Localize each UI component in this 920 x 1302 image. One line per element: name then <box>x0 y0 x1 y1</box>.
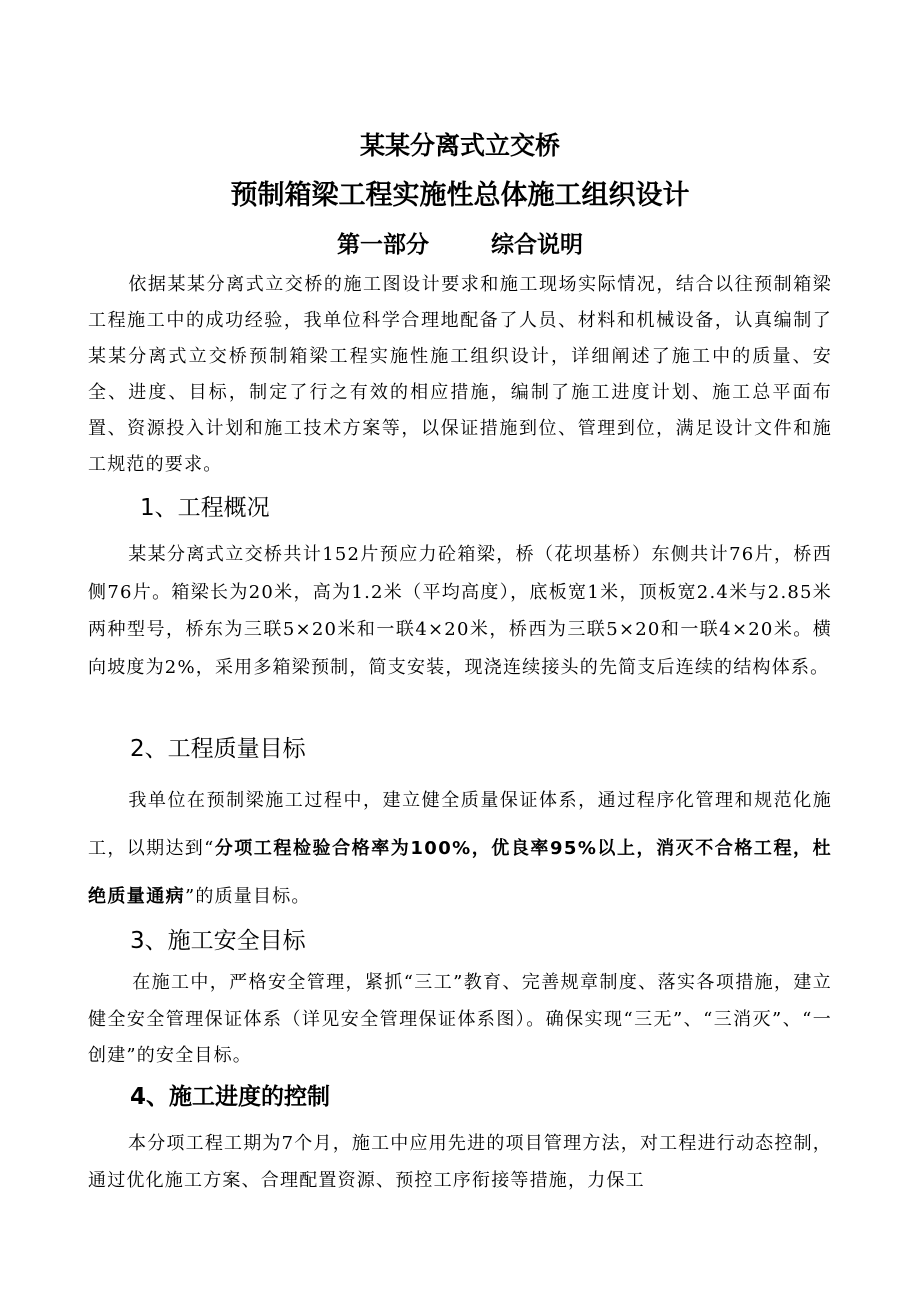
safety-text: 在施工中，严格安全管理，紧抓“三工”教育、完善规章制度、落实各项措施，建立健全安全管理保证体系（详见安全管理保证体系图）。确保实现“三无”、“三消灭”、“一创建”的安全目标。 <box>88 972 832 1066</box>
doc-title-line2: 预制箱梁工程实施性总体施工组织设计 <box>230 180 690 211</box>
section-heading-overview: 1、工程概况 <box>140 495 270 521</box>
quality-paragraph <box>88 777 832 921</box>
safety-paragraph <box>88 965 832 1075</box>
overview-paragraph <box>88 536 832 686</box>
schedule-heading-text: 4、施工进度的控制 <box>130 1084 331 1110</box>
part-label: 第一部分 <box>337 232 429 258</box>
quality-target-bold: 分项工程检验合格率为100%，优良率95%以上，消灭不合格工程，杜绝质量通病 <box>88 838 832 907</box>
quality-text-post: ”的质量目标。 <box>185 886 311 907</box>
overview-text: 某某分离式立交桥共计152片预应力砼箱梁，桥（花坝基桥）东侧共计76片，桥西侧76片。箱梁长为20米，高为1.2米（平均高度），底板宽1米，顶板宽2.4米与2.85米两种型号，桥东为三联5×20米和一联4×20米，桥西为三联5×20和一联4×20米。横向坡度为2%，采用多箱梁预制，简支安装，现浇连续接头的先简支后连续的结构体系。 <box>88 544 832 678</box>
section-heading-quality: 2、工程质量目标 <box>130 736 306 762</box>
section-heading-schedule <box>130 1078 330 1111</box>
doc-title-line1: 某某分离式立交桥 <box>359 131 560 160</box>
part-heading <box>0 226 920 259</box>
intro-text: 依据某某分离式立交桥的施工图设计要求和施工现场实际情况，结合以往预制箱梁工程施工中的成功经验，我单位科学合理地配备了人员、材料和机械设备，认真编制了某某分离式立交桥预制箱梁工程实施性施工组织设计，详细阐述了施工中的质量、安全、进度、目标，制定了行之有效的相应措施，编制了施工进度计划、施工总平面布置、资源投入计划和施工技术方案等，以保证措施到位、管理到位，满足设计文件和施工规范的要求。 <box>88 274 832 475</box>
schedule-text: 本分项工程工期为7个月，施工中应用先进的项目管理方法，对工程进行动态控制，通过优化施工方案、合理配置资源、预控工序衔接等措施，力保工 <box>88 1133 832 1191</box>
quality-text-pre: 我单位在预制梁施工过程中，建立健全质量保证体系，通过程序化管理和规范化施工，以期达到“ <box>88 790 832 859</box>
section-heading-safety: 3、施工安全目标 <box>130 928 306 954</box>
schedule-paragraph <box>88 1125 832 1199</box>
intro-paragraph <box>88 267 832 483</box>
part-title: 综合说明 <box>491 232 583 258</box>
